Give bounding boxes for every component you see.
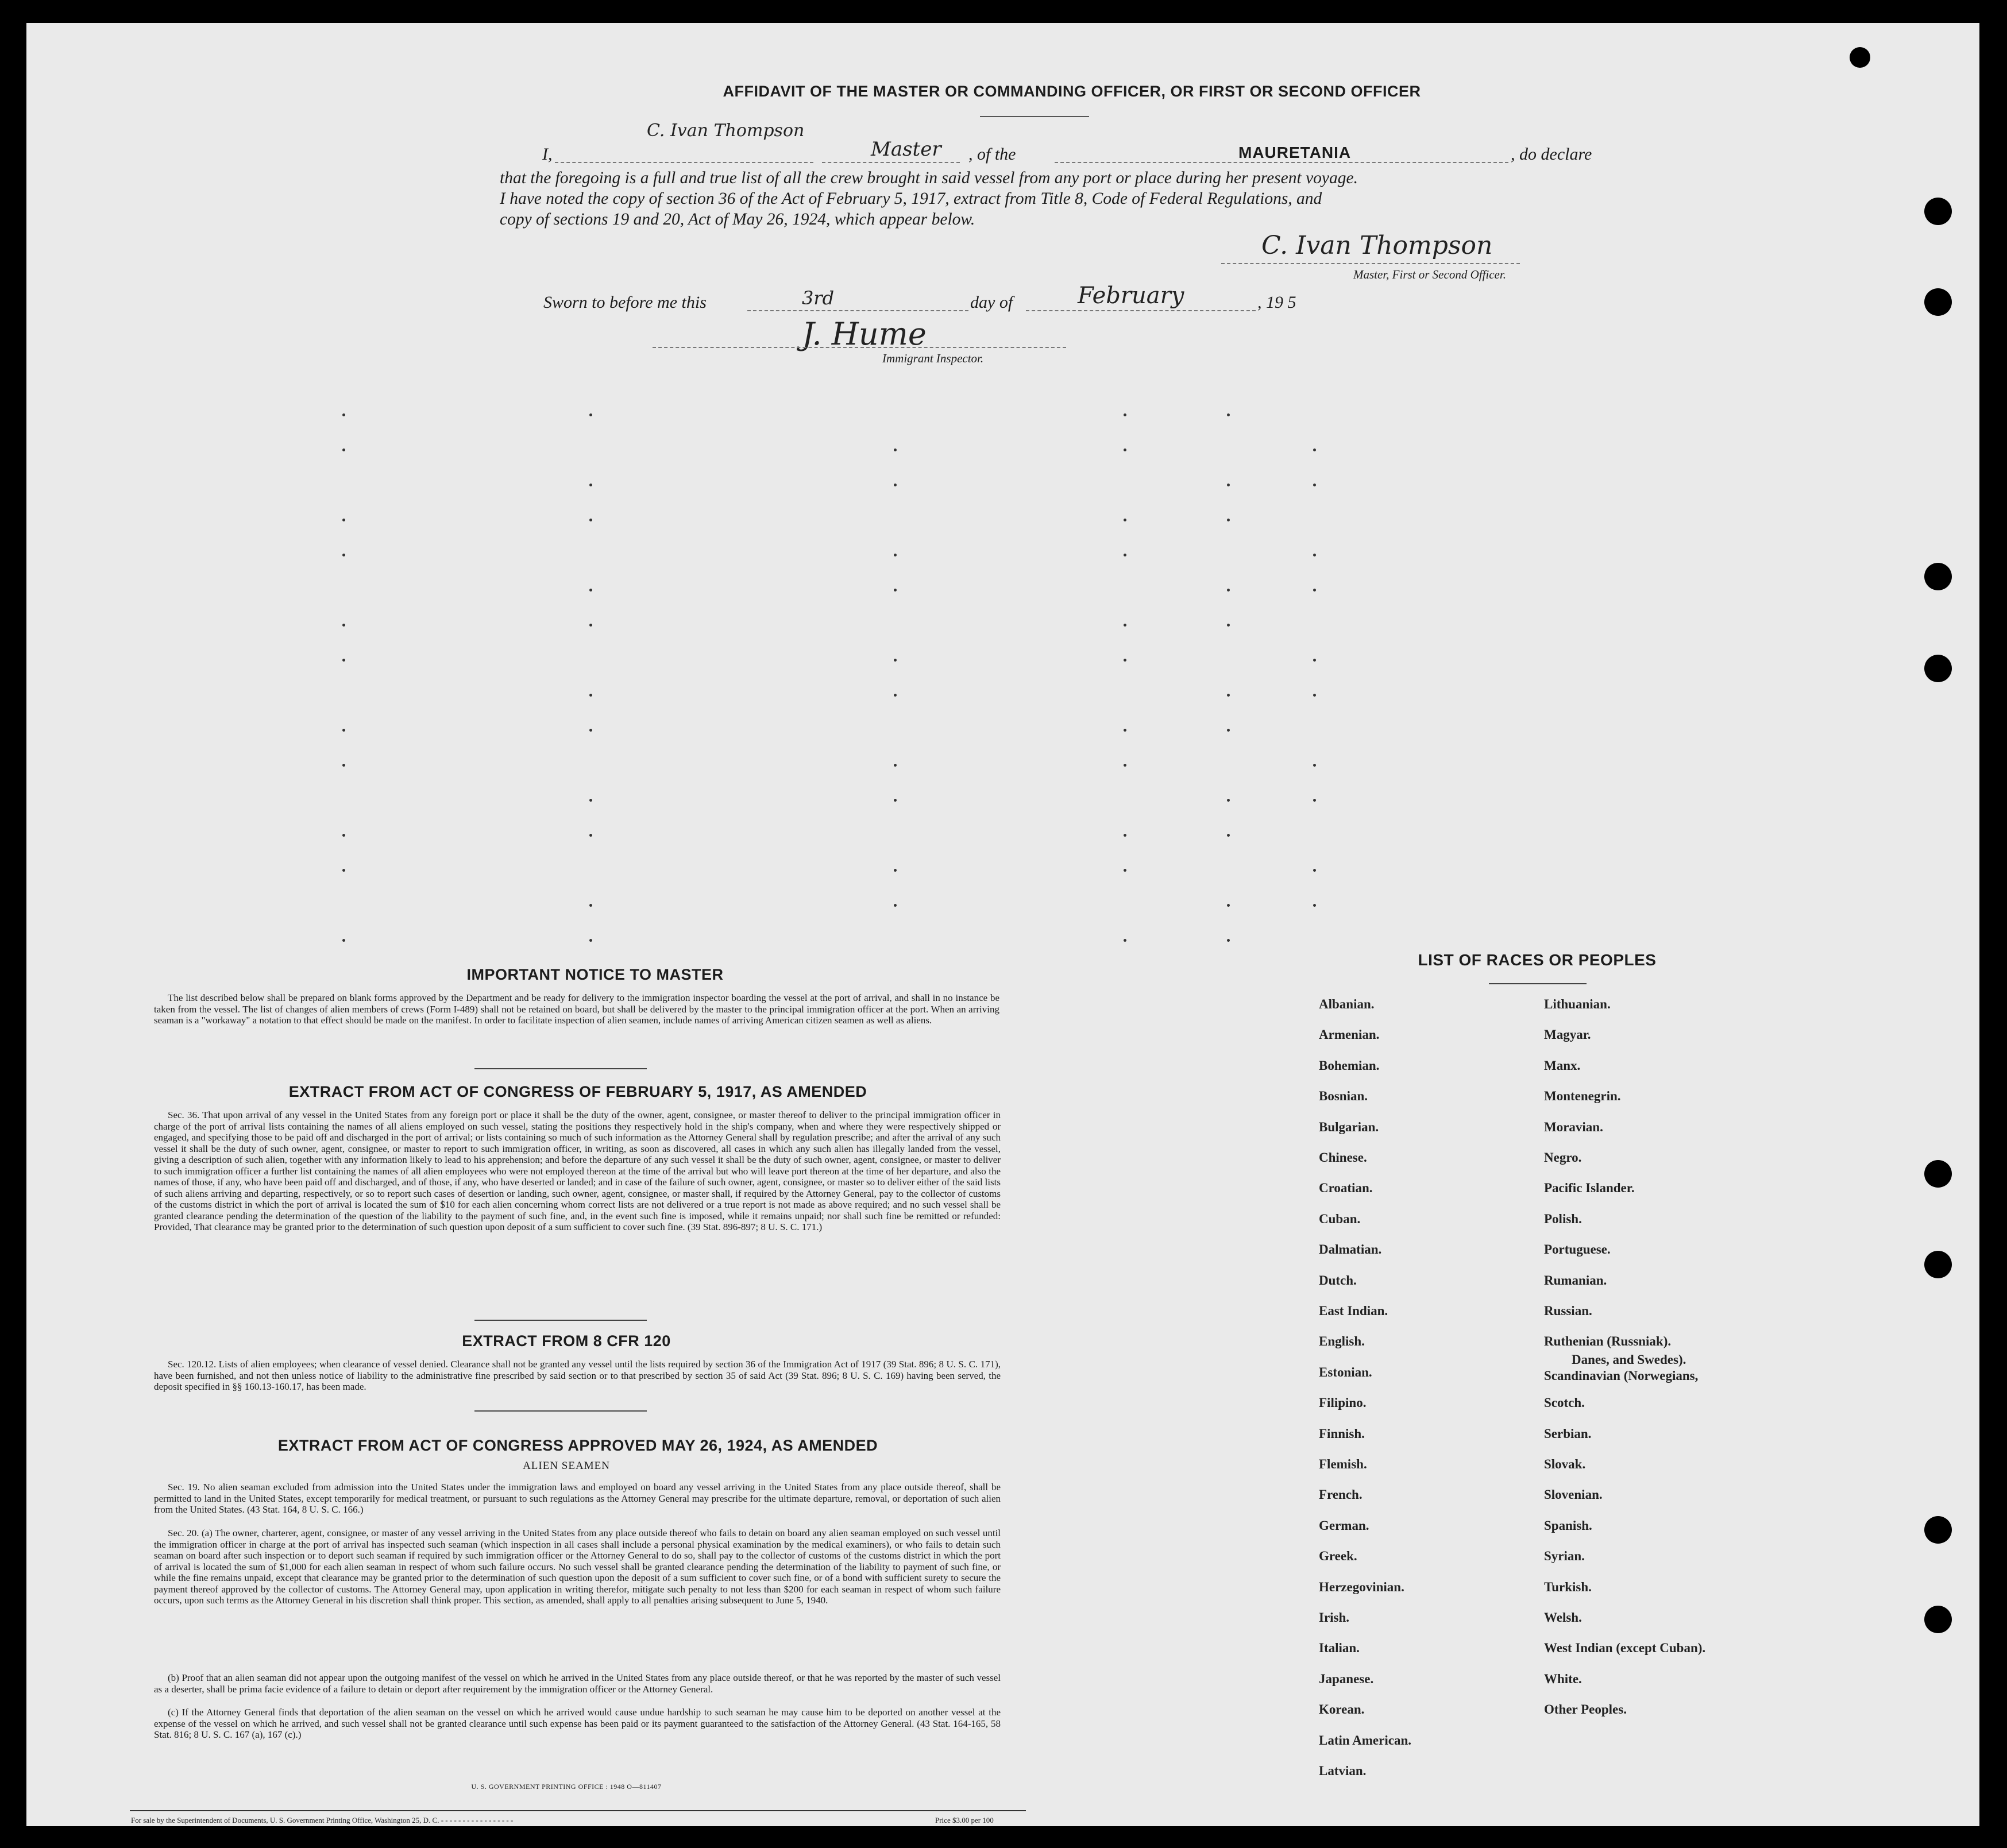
faint-dot (1227, 484, 1230, 486)
race-item: Magyar. (1544, 1027, 1591, 1042)
faint-dot (894, 694, 897, 697)
race-item: Greek. (1319, 1549, 1357, 1564)
race-item: Scandinavian (Norwegians, (1544, 1368, 1699, 1383)
faint-dot (1313, 799, 1316, 802)
faint-dot (1124, 519, 1126, 521)
sworn-day-handwritten: 3rd (802, 287, 835, 309)
vessel-name: MAURETANIA (1238, 144, 1352, 161)
faint-dot (342, 729, 345, 732)
race-item: Russian. (1544, 1304, 1592, 1318)
race-item: Flemish. (1319, 1457, 1367, 1471)
race-item: Bulgarian. (1319, 1119, 1379, 1134)
faint-dot (1313, 904, 1316, 907)
race-item: Estonian. (1319, 1364, 1372, 1379)
faint-dot (342, 834, 345, 837)
extract-1917-heading: EXTRACT FROM ACT OF CONGRESS OF FEBRUARY 5, 1917, AS AMENDED (288, 1083, 867, 1100)
race-item: Latvian. (1319, 1764, 1367, 1778)
faint-dot (1124, 729, 1126, 732)
sworn-month-handwritten: February (1078, 283, 1184, 309)
affidavit-body-line2: that the foregoing is a full and true list of all the crew brought in said vessel from any port or place during her present voyage. (500, 169, 1358, 187)
race-item: Bohemian. (1319, 1058, 1380, 1073)
faint-dot (894, 449, 897, 451)
race-item: Japanese. (1319, 1671, 1374, 1686)
extract-1917-sec36: Sec. 36. That upon arrival of any vessel in the United States from any foreign port or place it shall be the duty of the owner, agent, consignee, or master thereof to deliver to the principal immigration officer in charge of the port of arrival lists containing the names of all aliens employed on such vessel, stating the positions they respectively hold in the ship's company, when and where they were respectively shipped or engaged, and specifying those to be paid off and discharged in the port of arrival; or lists containing so much of such information as the Attorney General shall by regulation prescribe; and after the arrival of any such vessel it shall be the duty of such owner, agent, consignee, or master to report to such immigration officer, in writing, as soon as discovered, all cases in which any such alien has illegally landed from the vessel, giving a description of such alien, together with any information likely to lead to his apprehension; and before the departure of any such vessel it shall be the duty of such owner, agent, consignee, or master to deliver to such immigration officer a further list containing the names of all alien employees who were not employed thereon at the time of the arrival but who will leave port thereon at the time of her departure, and also the names of those, if any, who have been paid off and discharged, and of those, if any, who have deserted or landed; and in case of the failure of such owner, agent, consignee, or master so to deliver either of the said lists of such aliens arriving and departing, respectively, or so to report such cases of desertion or landing, such owner, agent, consignee, or master shall, if required by the Attorney General, pay to the collector of customs of the customs district in which the port of arrival is located the sum of $10 for each alien concerning whom correct lists are not delivered or a true report is not made as above required; and no such vessel shall be granted clearance pending the determination of the question of the liability to the payment of such fine, and, in the event such fine is imposed, while it remains unpaid; nor shall such fine be remitted or refunded: Provided, That clearance may be granted prior to the determination of such question upon deposit of a sum sufficient to cover such fine. (39 Stat. 896-897; 8 U. S. C. 171.) (154, 1109, 1001, 1232)
faint-dot (589, 799, 592, 802)
faint-dot (894, 659, 897, 662)
master-name-line (555, 162, 813, 163)
race-item: Polish. (1544, 1211, 1582, 1226)
punch-hole (1924, 198, 1952, 225)
faint-dot (589, 939, 592, 942)
signature-line (1221, 263, 1520, 264)
faint-dot (589, 904, 592, 907)
race-item: French. (1319, 1487, 1363, 1502)
affidavit-title: AFFIDAVIT OF THE MASTER OR COMMANDING OFFICER, OR FIRST OR SECOND OFFICER (723, 83, 1421, 100)
faint-dot (894, 484, 897, 486)
faint-dot (1227, 624, 1230, 627)
punch-hole (1924, 1160, 1952, 1188)
punch-hole (1924, 1516, 1952, 1544)
faint-dot (1124, 413, 1126, 416)
faint-dot (1227, 413, 1230, 416)
faint-dot (1124, 939, 1126, 942)
extract-cfr-sec120: Sec. 120.12. Lists of alien employees; when clearance of vessel denied. Clearance shall not be granted any vessel until the lists required by section 36 of the Immigration Act of 1917 (39 Stat. 896; 8 U. S. C. 171), have been furnished, and not then unless notice of liability to the administrative fine prescribed by said section or to that prescribed by section 35 of said Act (39 Stat. 896; 8 U. S. C. 169) having been served, the deposit specified in §§ 160.13-160.17, has been made. (154, 1359, 1001, 1392)
race-item: Portuguese. (1544, 1242, 1611, 1257)
faint-dot (342, 554, 345, 556)
race-item: Other Peoples. (1544, 1702, 1627, 1717)
race-item: Danes, and Swedes). (1572, 1352, 1686, 1367)
race-item: Slovak. (1544, 1457, 1586, 1471)
punch-hole (1924, 1251, 1952, 1278)
faint-dot (1313, 589, 1316, 591)
race-item: Italian. (1319, 1641, 1360, 1656)
faint-dot (1227, 694, 1230, 697)
faint-dot (894, 904, 897, 907)
faint-dot (1124, 449, 1126, 451)
faint-dot (894, 869, 897, 872)
race-item: Ruthenian (Russniak). (1544, 1334, 1672, 1349)
punch-hole (1924, 563, 1952, 590)
day-of-text: day of (970, 293, 1013, 312)
extract-1924-sec20a: Sec. 20. (a) The owner, charterer, agent, consignee, or master of any vessel arriving in the United States from any place outside thereof who fails to detain on board any alien seaman employed on such vessel until the immigration officer in charge at the port of arrival has inspected such seaman (which inspection in all cases shall include a personal physical examination by the medical examiners), or who fails to detain such seaman on board after such inspection or to deport such seaman if required by such immigration officer or the Attorney General to do so, shall pay to the collector of customs of the customs district in which the port of arrival is located the sum of $1,000 for each alien seaman in respect of whom such failure occurs. No such vessel shall be granted clearance pending the determination of the liability to payment of such fine, or while the fine remains unpaid, except that clearance may be granted prior to the determination of such question upon the deposit of a sum sufficient to cover such fine, or of a bond with sufficient surety to secure the payment thereof approved by the collector of customs. The Attorney General may, upon application in writing therefor, mitigate such penalty to not less than $200 for each seaman in respect of whom such failure occurs, upon such terms as the Attorney General in his discretion shall think proper. This section, as amended, shall apply to all penalties arising subsequent to June 5, 1940. (154, 1528, 1001, 1606)
extract-1924-sec19: Sec. 19. No alien seaman excluded from admission into the United States under the immigration laws and employed on board any vessel arriving in the United States from any place outside thereof, shall be permitted to land in the United States, except temporarily for medical treatment, or pursuant to such regulations as the Attorney General may prescribe for the ultimate departure, removal, or deportation of such alien from the United States. (43 Stat. 164, 8 U. S. C. 166.) (154, 1482, 1001, 1515)
race-item: German. (1319, 1518, 1369, 1533)
punch-hole (1924, 1606, 1952, 1633)
year-text: , 19 5 (1257, 293, 1296, 312)
race-item: Manx. (1544, 1058, 1581, 1073)
race-item: Bosnian. (1319, 1089, 1368, 1104)
race-item: Negro. (1544, 1150, 1582, 1165)
do-declare-text: , do declare (1511, 145, 1592, 164)
faint-dot (894, 589, 897, 591)
manifest-page (26, 23, 1979, 1826)
faint-dot (589, 834, 592, 837)
race-item: Korean. (1319, 1702, 1365, 1717)
faint-dot (894, 554, 897, 556)
footer-sale-note: For sale by the Superintendent of Documents, U. S. Government Printing Office, Washington 25, D. C. - - - - - - - - - - - - - - - - - (131, 1816, 514, 1824)
race-item: Irish. (1319, 1610, 1350, 1625)
footer-price: Price $3.00 per 100 (935, 1816, 994, 1824)
section-rule (474, 1410, 647, 1412)
race-item: Scotch. (1544, 1395, 1585, 1410)
faint-dot (1227, 519, 1230, 521)
officer-signature: C. Ivan Thompson (1261, 231, 1493, 260)
race-item: Dalmatian. (1319, 1242, 1382, 1257)
faint-dot (1313, 694, 1316, 697)
faint-dot (1124, 764, 1126, 767)
race-item: Spanish. (1544, 1518, 1592, 1533)
punch-hole (1924, 288, 1952, 316)
punch-hole (1924, 655, 1952, 682)
faint-dot (894, 799, 897, 802)
section-rule (474, 1068, 647, 1069)
race-item: Pacific Islander. (1544, 1181, 1635, 1196)
race-item: Slovenian. (1544, 1487, 1603, 1502)
faint-dot (342, 659, 345, 662)
faint-dot (589, 589, 592, 591)
race-item: English. (1319, 1334, 1365, 1349)
race-item: Turkish. (1544, 1579, 1592, 1594)
affidavit-body-line4: copy of sections 19 and 20, Act of May 26, 1924, which appear below. (500, 210, 975, 229)
faint-dot (1313, 554, 1316, 556)
faint-dot (589, 519, 592, 521)
master-name-signature: C. Ivan Thompson (647, 121, 805, 141)
faint-dot (589, 694, 592, 697)
faint-dot (342, 519, 345, 521)
faint-dot (1124, 659, 1126, 662)
faint-dot (589, 729, 592, 732)
faint-dot (342, 939, 345, 942)
extract-1924-sec20c: (c) If the Attorney General finds that deportation of the alien seaman on the vessel on which he arrived would cause undue hardship to such seaman he may cause him to be deported on another vessel at the expense of the vessel on which he arrived, and such vessel shall not be granted clearance until such expense has been paid or its payment guaranteed to the satisfaction of the Attorney General. (43 Stat. 164-165, 58 Stat. 816; 8 U. S. C. 167 (a), 167 (c).) (154, 1707, 1001, 1740)
race-item: Albanian. (1319, 997, 1375, 1011)
faint-dot (1124, 624, 1126, 627)
faint-dot (589, 413, 592, 416)
faint-dot (1313, 869, 1316, 872)
printing-office-note: U. S. GOVERNMENT PRINTING OFFICE : 1948 O—811407 (471, 1783, 662, 1791)
faint-dot (1124, 554, 1126, 556)
faint-dot (1124, 834, 1126, 837)
races-heading: LIST OF RACES OR PEOPLES (1418, 951, 1657, 969)
race-item: West Indian (except Cuban). (1544, 1641, 1706, 1656)
race-item: Dutch. (1319, 1273, 1357, 1288)
affidavit-body-line3: I have noted the copy of section 36 of the Act of February 5, 1917, extract from Title 8, Code of Federal Regulations, and (500, 190, 1322, 208)
faint-dot (342, 764, 345, 767)
notice-heading: IMPORTANT NOTICE TO MASTER (466, 966, 724, 983)
race-item: Lithuanian. (1544, 997, 1611, 1011)
inspector-signature: J. Hume (802, 316, 927, 352)
signature-caption: Master, First or Second Officer. (1353, 268, 1506, 281)
day-line (747, 310, 968, 311)
faint-dot (342, 624, 345, 627)
faint-dot (1124, 869, 1126, 872)
race-item: Latin American. (1319, 1733, 1411, 1748)
race-item: Croatian. (1319, 1181, 1373, 1196)
title-line (822, 162, 960, 163)
faint-dot (1227, 904, 1230, 907)
inspector-line (653, 347, 1066, 348)
race-item: Finnish. (1319, 1426, 1365, 1441)
month-line (1026, 310, 1256, 311)
faint-dot (342, 869, 345, 872)
race-item: Montenegrin. (1544, 1089, 1621, 1104)
notice-paragraph: The list described below shall be prepared on blank forms approved by the Department and be ready for delivery to the immigration inspector boarding the vessel at the port of arrival, and shall in no instance be taken from the vessel. The list of changes of alien members of crews (Form I-489) shall not be retained on board, but shall be delivered by the master to the principal immigration officer at the port. When an arriving seaman is a "workaway" a notation to that effect should be made on the manifest. In order to facilitate inspection of alien seamen, include names of arriving American citizen seamen as well as aliens. (154, 992, 999, 1026)
of-the-text: , of the (968, 145, 1016, 164)
vessel-line (1055, 162, 1508, 163)
race-item: Moravian. (1544, 1119, 1603, 1134)
faint-dot (1313, 764, 1316, 767)
race-item: East Indian. (1319, 1304, 1388, 1318)
faint-dot (1227, 834, 1230, 837)
alien-seamen-subheading: ALIEN SEAMEN (523, 1460, 610, 1472)
faint-dot (589, 484, 592, 486)
race-item: Rumanian. (1544, 1273, 1607, 1288)
faint-dot (1227, 939, 1230, 942)
sworn-text: Sworn to before me this (543, 293, 707, 312)
extract-1924-sec20b: (b) Proof that an alien seaman did not appear upon the outgoing manifest of the vessel on which he arrived in the United States from any place outside thereof, or that he was reported by the master of such vessel as a deserter, shall be prima facie evidence of a failure to detain or deport after requirement by the immigration officer or the Attorney General. (154, 1672, 1001, 1695)
race-item: White. (1544, 1671, 1582, 1686)
race-item: Filipino. (1319, 1395, 1367, 1410)
race-item: Serbian. (1544, 1426, 1592, 1441)
race-item: Welsh. (1544, 1610, 1582, 1625)
faint-dot (589, 624, 592, 627)
faint-dot (1227, 729, 1230, 732)
race-item: Armenian. (1319, 1027, 1380, 1042)
race-item: Syrian. (1544, 1549, 1585, 1564)
faint-dot (1313, 484, 1316, 486)
faint-dot (342, 449, 345, 451)
race-item: Chinese. (1319, 1150, 1367, 1165)
punch-hole (1850, 47, 1870, 68)
footer-rule (130, 1810, 1026, 1811)
inspector-caption: Immigrant Inspector. (882, 351, 984, 365)
faint-dot (1227, 799, 1230, 802)
faint-dot (342, 413, 345, 416)
races-rule (1489, 983, 1587, 984)
faint-dot (1227, 589, 1230, 591)
title-rule (980, 116, 1089, 117)
race-item: Herzegovinian. (1319, 1579, 1404, 1594)
faint-dot (894, 764, 897, 767)
section-rule (474, 1320, 647, 1321)
race-item: Cuban. (1319, 1211, 1361, 1226)
extract-1924-heading: EXTRACT FROM ACT OF CONGRESS APPROVED MAY 26, 1924, AS AMENDED (277, 1437, 878, 1454)
declare-i: I, (542, 145, 553, 164)
faint-dot (1313, 659, 1316, 662)
extract-cfr-heading: EXTRACT FROM 8 CFR 120 (462, 1332, 671, 1350)
faint-dot (1313, 449, 1316, 451)
master-title-handwritten: Master (871, 138, 941, 161)
